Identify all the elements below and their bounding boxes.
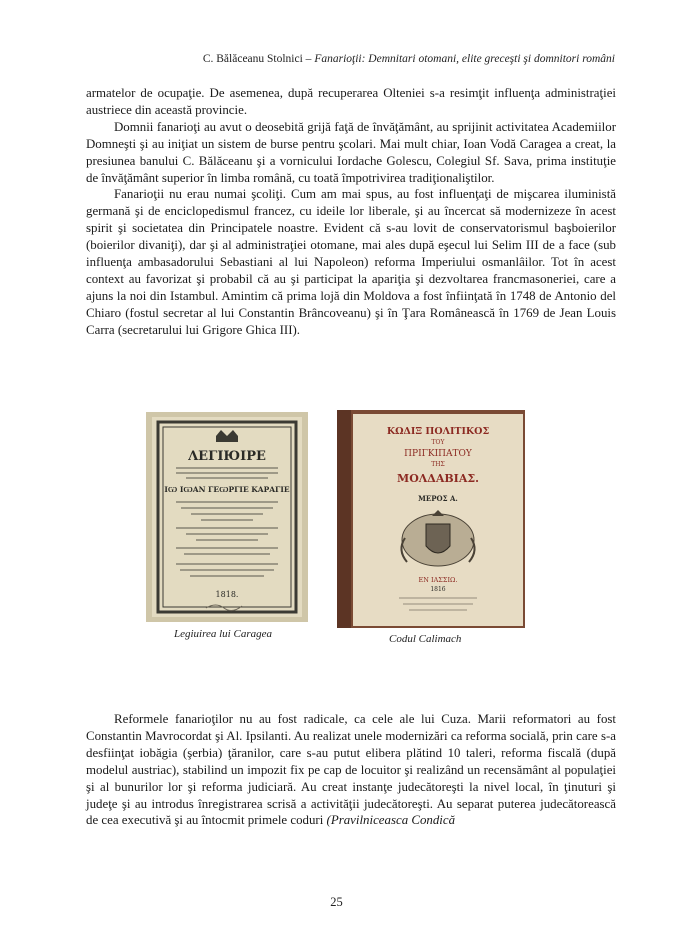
paragraph: Fanarioţii nu erau numai şcoliţi. Cum am mai spus, au fost influenţaţi de mişcarea iluministă germană şi de enciclopedismul francez, cu ideile lor liberale, şi au încercat să modernizeze în acest spirit şi societatea din Principatele noastre. Evident că s-au lovit de conservatorismul başboierilor (boierilor divaniţi), dar şi al administraţiei otomane, mai ales după eşecul lui Selim III de a face (sub influenţa ambasadorului Sebastiani al lui Napoleon) reforma Imperiului osmanlâilor. Tot în acest context au favorizat şi probabil că au şi participat la apariţia şi dezvoltarea francmasoneriei, care a ajuns la noi din Istambul. Amintim că prima lojă din Moldova a fost înfiinţată în 1748 de Antonio del Chiaro (fostul secretar al lui Constantin Brâncoveanu) şi în Ţara Românească în 1769 de Jean Louis Carra (secretarului lui Grigore Ghica III). (86, 187, 616, 337)
figure-legiuirea-caragea (146, 412, 308, 622)
book-title-line4: ΤΗΣ (431, 461, 445, 468)
body-text-top (86, 85, 616, 339)
body-text-bottom (86, 711, 616, 829)
book-year: 1818. (215, 590, 239, 599)
figure-codul-calimach (337, 410, 525, 628)
paragraph-italic-end: (Pravilniceasca Condică (326, 813, 456, 828)
book-title-line2: ΤΟΥ (431, 439, 445, 446)
book-title: ΛΕΓΙЮΙΡΕ (188, 449, 266, 464)
book-title-page-image (146, 412, 308, 622)
page-number: 25 (330, 895, 343, 909)
book-year: 1816 (430, 586, 446, 593)
header-author: C. Bălăceanu Stolnici – (202, 53, 315, 65)
paragraph (86, 711, 616, 829)
book-title-line1: ΚΩΔΙΞ ΠΟΛΙΤΙΚΟΣ (386, 426, 490, 437)
book-title-line5: ΜΟΛΔΑΒΙΑΣ. (397, 472, 479, 485)
caption-left: Legiuirea lui Caragea (174, 628, 272, 640)
running-header (86, 52, 615, 66)
book-author-line: ΙѠ ΙѠΑΝ ΓΕѠΡΓΙΕ ΚΑΡΑΓΙΕ (164, 485, 290, 494)
book-part: ΜΕΡΟΣ Α. (418, 494, 458, 503)
book-place: ΕΝ ΙΑΣΣΙΩ. (418, 576, 458, 584)
caption-right: Codul Calimach (389, 633, 462, 645)
book-title-page-image (337, 410, 525, 628)
header-title: Fanarioţii: Demnitari otomani, elite greceşti şi domnitori români (314, 53, 615, 65)
paragraph-text: Reformele fanarioţilor nu au fost radicale, ca cele ale lui Cuza. Marii reformatori au fost Constantin Mavrocordat şi Al. Ipsilanti. Au realizat unele modernizări ca reforma socială, prin care s-a desfiinţat iobăgia (şerbia) ţăranilor, care s-au putut elibera plătind 10 taleri, reforma fiscală (după modelul austriac), stabilind un impozit fix pe cap de locuitor şi realizând un recensământ al populaţiei şi al bunurilor lor şi reforma judiciară. Au creat instanţe judecătoreşti la nivel local, în ţinuturi şi judeţe şi au introdus înregistrarea scrisă a activităţii judecătoreşti. Au separat puterea judecătorească de cea executivă şi au întocmit primele coduri (86, 712, 616, 828)
paragraph: armatelor de ocupaţie. De asemenea, după recuperarea Olteniei s-a resimţit influenţa administraţiei austriece din această provincie. (86, 86, 616, 117)
paragraph: Domnii fanarioţi au avut o deosebită grijă faţă de învăţământ, au sprijinit activitatea Academiilor Domneşti şi au iniţiat un sistem de burse pentru şcolari. Mai mult chiar, Ioan Vodă Caragea a creat, la presiunea banului C. Bălăceanu şi a vornicului Iordache Golescu, Colegiul Sf. Sava, prima instituţie de învăţământ superior în limba română, cu toată împotrivirea tradiţionaliştilor. (86, 119, 616, 185)
book-title-line3: ΠΡΙΓΚΙΠΑΤΟΥ (404, 449, 472, 459)
